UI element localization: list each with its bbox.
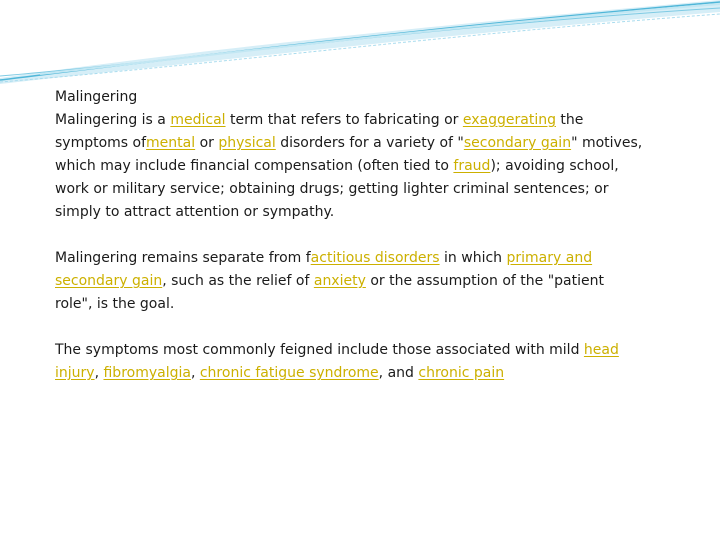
text-run: the symptoms of [55, 112, 584, 151]
hyperlink[interactable]: actitious disorders [310, 250, 440, 266]
hyperlink[interactable]: secondary gain [463, 135, 572, 151]
hyperlink[interactable]: medical [170, 112, 226, 128]
hyperlink[interactable]: exaggerating [462, 112, 556, 128]
paragraph-symptoms [55, 339, 645, 385]
text-run: , such as the relief of [162, 273, 314, 289]
text-run: or the assumption of the "patient role", is the goal. [55, 273, 604, 312]
hyperlink[interactable]: fibromyalgia [103, 365, 191, 381]
text-run: disorders for a variety of " [275, 135, 464, 151]
slide-body [55, 86, 645, 385]
text-run: " motives, which may include financial compensation (often tied to [55, 135, 643, 174]
hyperlink[interactable]: physical [218, 135, 276, 151]
hyperlink[interactable]: chronic pain [418, 365, 505, 381]
top-wave-decoration [0, 0, 720, 90]
text-run: , [190, 365, 200, 381]
text-run: or [195, 135, 219, 151]
paragraph-distinction [55, 247, 645, 316]
text-run: Malingering remains separate from f [55, 250, 311, 266]
hyperlink[interactable]: anxiety [313, 273, 366, 289]
hyperlink[interactable]: primary and secondary gain [55, 250, 593, 289]
text-run: , and [378, 365, 419, 381]
hyperlink[interactable]: head injury [55, 342, 619, 381]
text-run: The symptoms most commonly feigned include those associated with mild [55, 342, 584, 358]
paragraph-definition [55, 109, 645, 224]
slide-heading: Malingering [55, 89, 138, 105]
hyperlink[interactable]: chronic fatigue syndrome [199, 365, 379, 381]
hyperlink[interactable]: fraud [453, 158, 491, 174]
text-run: term that refers to fabricating or [225, 112, 463, 128]
text-run: in which [439, 250, 507, 266]
text-run: , [94, 365, 104, 381]
hyperlink[interactable]: mental [146, 135, 196, 151]
text-run: ); avoiding school, work or military service; obtaining drugs; getting lighter criminal sentences; or simply to attract attention or sympathy. [55, 158, 619, 220]
text-run: Malingering is a [55, 112, 171, 128]
